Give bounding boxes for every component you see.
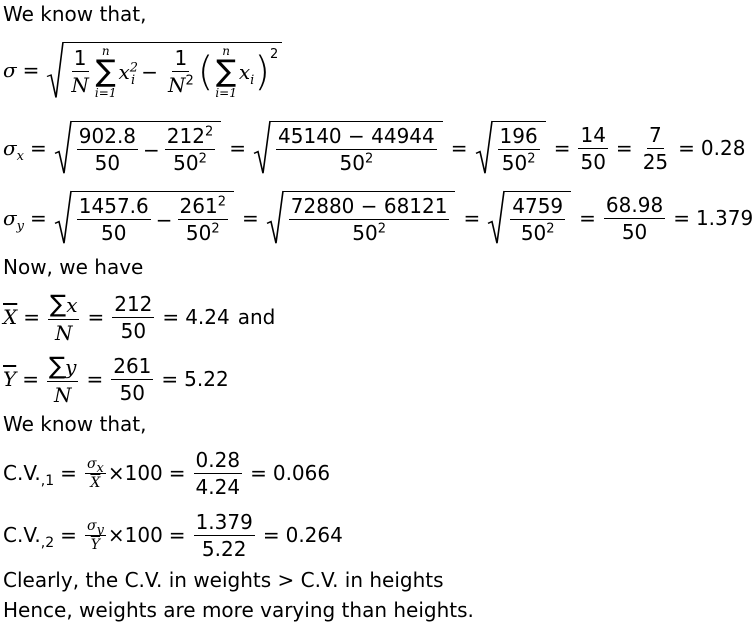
equals-sign: =	[22, 58, 40, 82]
radical-sign	[47, 42, 63, 99]
sigma-symbol: σ	[3, 58, 17, 82]
hence-line: Hence, weights are more varying than heights.	[3, 598, 474, 622]
sigma-x-calc: $\sigma_x$ = 902.8 50 − $\frac{212^2}{50^2}$ = 45140 − 44944 $50^2$ = 196 $50^2$ = $\frac{14}{50}$ = $\frac{7}{25}$ = 0.28	[3, 122, 746, 175]
know-line-2: We know that,	[3, 412, 147, 436]
fraction-1-over-N2: $\frac{1}{N^2}$	[167, 46, 194, 97]
cv1-calc: $C.V._{,1}$ = $\frac{\sigma_x}{X}$ ×100 = $\frac{0.28}{4.24}$ = 0.066	[3, 447, 331, 499]
sqrt-sy-1: 1457.6 50 − $\frac{261^2}{50^2}$	[55, 191, 234, 245]
y-bar-calc: $\overline{Y}$ = $\frac{\sum y}{N}$ = $\frac{261}{50}$ = 5.22	[3, 351, 229, 407]
intro-line: We know that,	[3, 2, 147, 26]
x-bar-symbol: $\overline{X}$	[3, 305, 18, 329]
cv2-label: $C.V._{,2}$	[3, 523, 55, 551]
cv2-calc: $C.V._{,2}$ = $\frac{\sigma_y}{Y}$ ×100 = $\frac{1.379}{5.22}$ = 0.264	[3, 509, 343, 561]
cv1-label: $C.V._{,1}$	[3, 461, 55, 489]
y-bar-symbol: $\overline{Y}$	[3, 367, 17, 391]
sigma-y-result: 1.379	[695, 206, 753, 230]
summation-2: n ∑ i=1	[215, 43, 237, 100]
x-bar-result: 4.24	[185, 305, 230, 329]
fraction-1-over-N: 1 N	[71, 46, 89, 97]
sqrt-sy-2: 72880 − 68121 $50^2$	[267, 191, 456, 245]
sqrt-sx-3: 196 $50^2$	[476, 121, 546, 175]
sqrt-general: 1 N n ∑ i=1 $x^2_i$ − $\frac{1}{N^2}$ ( n ∑ i=1 $x_i$ ) 2	[47, 42, 282, 99]
sqrt-sx-2: 45140 − 44944 $50^2$	[254, 121, 443, 175]
sigma-y-calc: $\sigma_y$ = 1457.6 50 − $\frac{261^2}{50^2}$ = 72880 − 68121 $50^2$ = 4759 $50^2$ = $\frac{68.98}{50}$ = 1.379	[3, 192, 753, 245]
sqrt-sy-3: 4759 $50^2$	[488, 191, 571, 245]
sigma-x-symbol: $\sigma_x$	[3, 136, 24, 164]
minus-sign: −	[141, 59, 158, 84]
cv2-result: 0.264	[285, 523, 343, 547]
sigma-formula	[3, 30, 284, 110]
x-i: $x_i$	[238, 59, 255, 88]
x-bar-calc: $\overline{X}$ = $\frac{\sum x}{N}$ = $\frac{212}{50}$ = 4.24 and	[3, 289, 276, 345]
sigma-y-symbol: $\sigma_y$	[3, 206, 25, 234]
cv1-result: 0.066	[272, 461, 331, 485]
sigma-x-result: 0.28	[700, 136, 746, 160]
y-bar-result: 5.22	[184, 367, 229, 391]
summation: n ∑ i=1	[94, 43, 117, 100]
sqrt-sx-1: 902.8 50 − $\frac{212^2}{50^2}$	[55, 121, 222, 175]
now-line: Now, we have	[3, 255, 144, 279]
x-i-squared: $x^2_i$	[118, 59, 139, 88]
clearly-line: Clearly, the C.V. in weights > C.V. in heights	[3, 568, 444, 592]
